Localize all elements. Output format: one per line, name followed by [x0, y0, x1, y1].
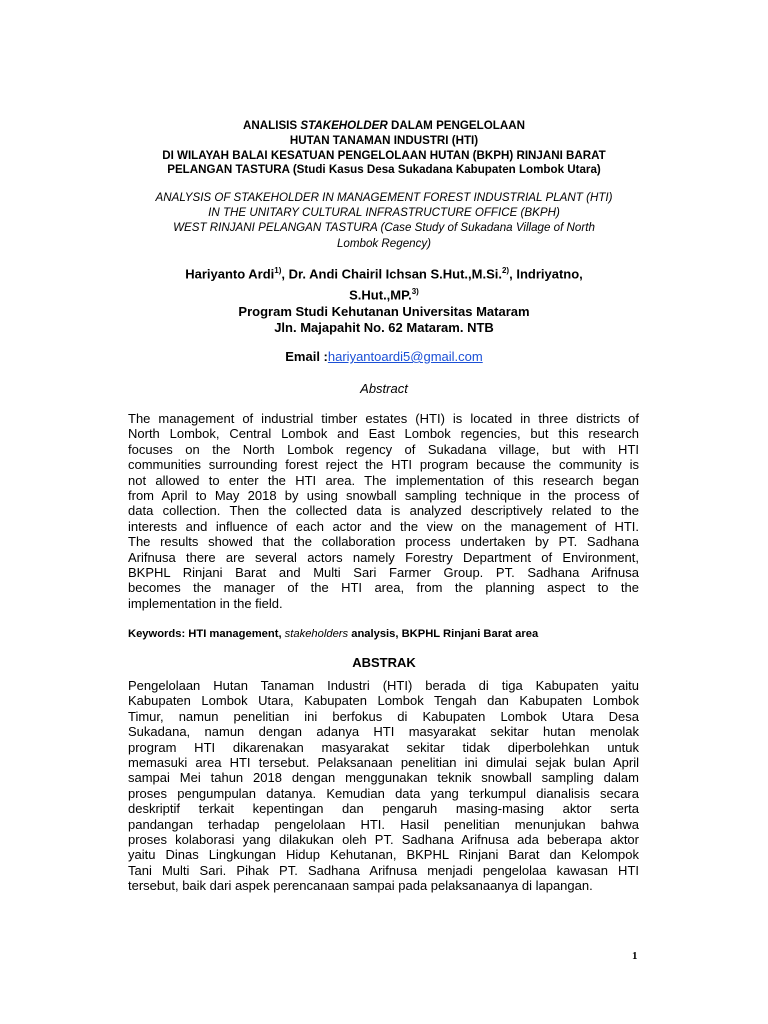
- english-title-line-3: WEST RINJANI PELANGAN TASTURA (Case Study of Sukadana Village of North: [173, 221, 595, 235]
- abstrak-body: [128, 678, 639, 893]
- author-1-affiliation-mark: 1): [274, 266, 282, 275]
- title-line-1: [110, 119, 658, 134]
- paragraph-line: sampai Mei tahun 2018 dengan menggunakan teknik snowball sampling dalam: [128, 770, 639, 786]
- paragraph-line: focuses on the North Lombok regency of Sukadana village, but with HTI: [128, 441, 639, 457]
- paragraph-line: The results showed that the collaboration process undertaken by PT. Sadhana: [128, 534, 639, 550]
- paragraph-line: Arifnusa there are several actors namely Forestry Department of Environment,: [128, 549, 639, 565]
- paragraph-line: proses pengumpulan datanya. Kemudian data yang terkumpul dianalisis secara: [128, 785, 639, 801]
- author-3-degree: S.Hut.,MP.: [349, 287, 412, 303]
- paragraph-line: yaitu Dinas Lingkungan Hidup Kehutanan, BKPHL Rinjani Barat dan Kelompok: [128, 847, 639, 863]
- english-title-line-2: IN THE UNITARY CULTURAL INFRASTRUCTURE OFFICE (BKPH): [208, 206, 560, 220]
- paragraph-line: data collection. Then the collected data is analyzed descriptively related to the: [128, 503, 639, 519]
- paragraph-line: implementation in the field.: [128, 595, 283, 611]
- paragraph-line: North Lombok, Central Lombok and East Lombok regencies, but this research: [128, 426, 639, 442]
- paragraph-line: Timur, namun penelitian ini berfokus di Kabupaten Lombok Utara Desa: [128, 708, 639, 724]
- english-title-line-4: Lombok Regency): [336, 236, 432, 250]
- author-3-name: , Indriyatno,: [509, 266, 583, 282]
- paragraph-line: pandangan terhadap pengelolaan HTI. Hasil penelitian menunjukan bahwa: [128, 816, 639, 832]
- abstrak-heading: ABSTRAK: [352, 655, 416, 670]
- abstract-body: [128, 411, 639, 611]
- title-line-1-end: DALAM PENGELOLAAN: [387, 119, 525, 132]
- english-title: [115, 190, 653, 251]
- paragraph-line: Kabupaten Lombok Utara, Kabupaten Lombok Tengah dan Kabupaten Lombok: [128, 693, 639, 709]
- title-line-2: HUTAN TANAMAN INDUSTRI (HTI): [289, 133, 479, 147]
- affiliation-line-2: Jln. Majapahit No. 62 Mataram. NTB: [274, 320, 494, 335]
- paragraph-line: deskriptif terkait kepentingan dan pengaruh masing-masing aktor serta: [128, 801, 639, 817]
- email-line: [130, 349, 638, 364]
- email-label: Email :: [285, 349, 328, 364]
- title-line-1-start: ANALISIS: [243, 119, 301, 132]
- affiliation: [130, 304, 638, 336]
- abstract-heading: Abstract: [360, 381, 408, 396]
- paragraph-line: tersebut, baik dari aspek perencanaan sampai pada pelaksanaanya di lapangan.: [128, 878, 593, 894]
- paper-title: [110, 119, 658, 178]
- author-2-name: , Dr. Andi Chairil Ichsan S.Hut.,M.Si.: [281, 266, 502, 282]
- affiliation-line-1: Program Studi Kehutanan Universitas Mataram: [238, 304, 530, 319]
- paragraph-line: BKPHL Rinjani Barat and Multi Sari Farmer Group. PT. Sadhana Arifnusa: [128, 564, 639, 580]
- paragraph-line: The management of industrial timber estates (HTI) is located in three districts of: [128, 411, 639, 426]
- keywords-italic: stakeholders: [284, 628, 349, 640]
- keywords-line: [128, 628, 538, 640]
- keywords-label: Keywords: HTI management,: [128, 628, 285, 640]
- paragraph-line: from April to May 2018 by using snowball sampling technique in the process of: [128, 487, 639, 503]
- paragraph-line: program HTI dikarenakan masyarakat sekitar tidak diperbolehkan untuk: [128, 739, 639, 755]
- author-line-2: [130, 283, 638, 304]
- paragraph-line: Sukadana, namun dengan adanya HTI masyarakat sekitar hutan menolak: [128, 724, 639, 740]
- paragraph-line: interests and influence of each actor and the view on the management of HTI.: [128, 518, 639, 534]
- keywords-rest: analysis, BKPHL Rinjani Barat area: [348, 628, 539, 640]
- paragraph-line: becomes the manager of the HTI area, from the planning aspect to the: [128, 580, 639, 596]
- paragraph-line: Tani Multi Sari. Pihak PT. Sadhana Arifnusa menjadi pengelolaa kawasan HTI: [128, 862, 639, 878]
- paragraph-line: memasuki area HTI tersebut. Pelaksanaan penelitian ini dimulai sejak bulan April: [128, 754, 639, 770]
- author-line-1: [130, 262, 638, 283]
- page-number: 1: [632, 950, 638, 962]
- author-1-name: Hariyanto Ardi: [185, 266, 275, 282]
- title-line-4: PELANGAN TASTURA (Studi Kasus Desa Sukadana Kabupaten Lombok Utara): [167, 163, 601, 177]
- author-2-affiliation-mark: 2): [501, 266, 510, 275]
- paragraph-line: proses kolaborasi yang dilakukan oleh PT. Sadhana Arifnusa ada beberapa aktor: [128, 831, 639, 847]
- author-list: [130, 262, 638, 303]
- english-title-line-1: ANALYSIS OF STAKEHOLDER IN MANAGEMENT FOREST INDUSTRIAL PLANT (HTI): [155, 191, 613, 204]
- title-line-1-italic: STAKEHOLDER: [300, 119, 388, 132]
- title-line-3: DI WILAYAH BALAI KESATUAN PENGELOLAAN HUTAN (BKPH) RINJANI BARAT: [162, 148, 606, 162]
- paragraph-line: communities surrounding forest reject the HTI program because the community is: [128, 457, 639, 473]
- paragraph-line: Pengelolaan Hutan Tanaman Industri (HTI) berada di tiga Kabupaten yaitu: [128, 678, 639, 693]
- email-link[interactable]: hariyantoardi5@gmail.com: [327, 349, 483, 364]
- author-3-affiliation-mark: 3): [411, 286, 419, 296]
- paragraph-line: not allowed to enter the HTI area. The implementation of this research began: [128, 472, 639, 488]
